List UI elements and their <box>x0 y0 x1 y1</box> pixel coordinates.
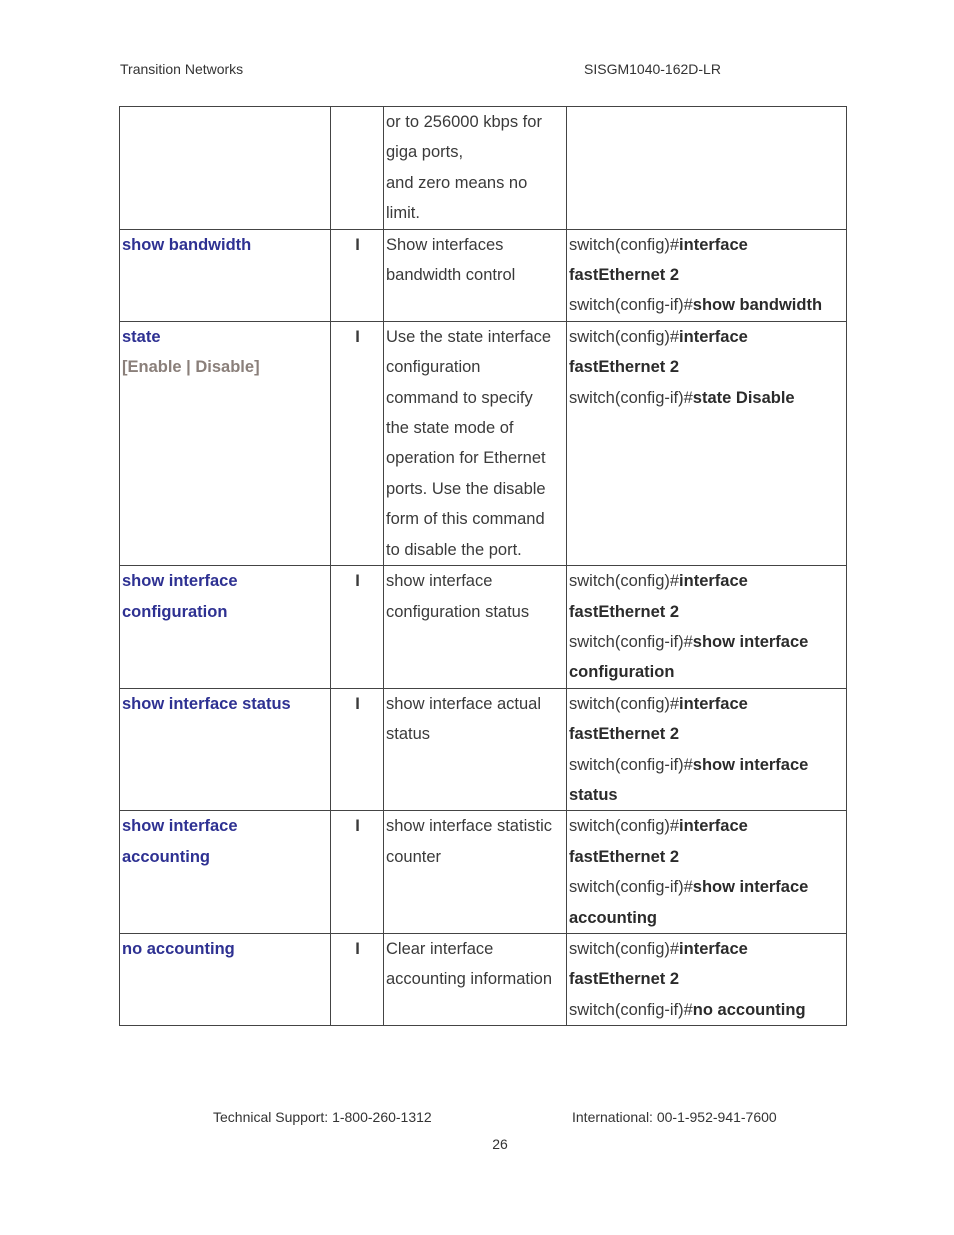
mode-cell: I <box>331 566 384 689</box>
description-line: ports. Use the disable <box>386 479 546 498</box>
example-prompt-text: switch(config-if)# <box>569 878 693 897</box>
example-cell <box>567 107 847 230</box>
command-cell <box>120 811 331 934</box>
description-cell <box>384 321 567 565</box>
description-line: limit. <box>386 204 420 223</box>
example-command-text: fastEthernet 2 <box>569 358 680 377</box>
description-line: Clear interface <box>386 939 494 958</box>
mode-cell: I <box>331 321 384 565</box>
example-line <box>569 964 845 994</box>
description-cell <box>384 566 567 689</box>
description-line: show interface statistic <box>386 817 552 836</box>
example-command-text: show bandwidth <box>692 296 823 315</box>
description-line: operation for Ethernet <box>386 449 546 468</box>
example-cell <box>567 566 847 689</box>
example-line <box>569 780 845 810</box>
header-company: Transition Networks <box>120 61 244 77</box>
description-line: Show interfaces <box>386 235 504 254</box>
description-line: or to 256000 kbps for <box>386 113 542 131</box>
example-line <box>569 383 845 413</box>
command-name: show bandwidth <box>122 235 252 254</box>
example-line <box>569 934 845 964</box>
example-cell <box>567 321 847 565</box>
example-command-text: fastEthernet 2 <box>569 602 680 621</box>
example-command-text: configuration <box>569 663 675 682</box>
table-row <box>120 566 847 689</box>
description-line: bandwidth control <box>386 266 516 285</box>
example-command-text: interface <box>679 694 748 713</box>
description-line: the state mode of <box>386 419 514 438</box>
example-command-text: show interface <box>692 632 809 651</box>
command-cell <box>120 229 331 321</box>
example-line <box>569 230 845 260</box>
description-line: accounting information <box>386 970 553 989</box>
example-prompt-text: switch(config)# <box>569 572 680 591</box>
example-command-text: fastEthernet 2 <box>569 725 680 744</box>
example-line <box>569 750 845 780</box>
command-name: show interface status <box>122 694 291 713</box>
example-prompt-text: switch(config-if)# <box>569 632 693 651</box>
example-line <box>569 566 845 596</box>
command-cell <box>120 933 331 1025</box>
table-row <box>120 107 847 230</box>
example-line <box>569 872 845 902</box>
command-name: accounting <box>122 847 211 866</box>
example-command-text: status <box>569 785 618 804</box>
example-line <box>569 811 845 841</box>
example-command-text: fastEthernet 2 <box>569 847 680 866</box>
description-line: show interface <box>386 572 493 591</box>
example-line <box>569 322 845 352</box>
description-line: status <box>386 725 431 744</box>
example-cell <box>567 811 847 934</box>
description-cell <box>384 811 567 934</box>
example-command-text: fastEthernet 2 <box>569 266 680 285</box>
table-row <box>120 811 847 934</box>
description-line: giga ports, <box>386 143 464 162</box>
description-line: form of this command <box>386 510 545 529</box>
command-name: state <box>122 327 161 346</box>
mode-cell <box>331 107 384 230</box>
description-line: configuration <box>386 358 481 377</box>
example-prompt-text: switch(config-if)# <box>569 755 693 774</box>
table-row <box>120 229 847 321</box>
mode-cell: I <box>331 933 384 1025</box>
example-line <box>569 903 845 933</box>
footer-international: International: 00-1-952-941-7600 <box>572 1109 777 1125</box>
example-cell <box>567 688 847 811</box>
example-command-text: interface <box>679 939 748 958</box>
example-line <box>569 597 845 627</box>
example-prompt-text: switch(config-if)# <box>569 388 693 407</box>
command-cell <box>120 107 331 230</box>
description-line: show interface actual <box>386 694 542 713</box>
example-command-text: accounting <box>569 908 658 927</box>
table-row <box>120 321 847 565</box>
example-prompt-text: switch(config)# <box>569 235 680 254</box>
example-cell <box>567 933 847 1025</box>
command-name: show interface <box>122 817 238 836</box>
example-command-text: interface <box>679 235 748 254</box>
example-prompt-text: switch(config)# <box>569 939 680 958</box>
mode-cell: I <box>331 688 384 811</box>
example-line <box>569 352 845 382</box>
description-line: counter <box>386 847 442 866</box>
description-line: configuration status <box>386 602 530 621</box>
command-cell <box>120 321 331 565</box>
mode-cell: I <box>331 811 384 934</box>
example-prompt-text: switch(config)# <box>569 694 680 713</box>
command-name: show interface <box>122 572 238 591</box>
mode-cell: I <box>331 229 384 321</box>
description-cell <box>384 107 567 230</box>
header-model: SISGM1040-162D-LR <box>584 61 721 77</box>
example-line <box>569 842 845 872</box>
example-command-text: no accounting <box>692 1000 806 1019</box>
example-command-text: show interface <box>692 878 809 897</box>
description-line: command to specify <box>386 388 533 407</box>
example-command-text: interface <box>679 327 748 346</box>
table-row <box>120 933 847 1025</box>
example-line <box>569 627 845 657</box>
example-line <box>569 657 845 687</box>
example-prompt-text: switch(config)# <box>569 327 680 346</box>
example-command-text: interface <box>679 572 748 591</box>
description-line: Use the state interface <box>386 327 552 346</box>
example-prompt-text: switch(config-if)# <box>569 1000 693 1019</box>
example-command-text: state Disable <box>692 388 795 407</box>
description-cell <box>384 933 567 1025</box>
example-line <box>569 290 845 320</box>
example-line <box>569 719 845 749</box>
description-cell <box>384 688 567 811</box>
table-row <box>120 688 847 811</box>
description-line: and zero means no <box>386 173 528 192</box>
example-line <box>569 689 845 719</box>
example-prompt-text: switch(config)# <box>569 817 680 836</box>
command-table <box>119 106 847 1026</box>
example-line <box>569 260 845 290</box>
command-cell <box>120 566 331 689</box>
command-table-body <box>120 107 847 1026</box>
command-cell <box>120 688 331 811</box>
example-command-text: fastEthernet 2 <box>569 970 680 989</box>
description-cell <box>384 229 567 321</box>
description-line: to disable the port. <box>386 540 522 559</box>
command-parameter: [Enable | Disable] <box>122 358 260 377</box>
example-command-text: interface <box>679 817 748 836</box>
example-prompt-text: switch(config-if)# <box>569 296 693 315</box>
example-command-text: show interface <box>692 755 809 774</box>
page-number: 26 <box>492 1136 508 1152</box>
command-name: configuration <box>122 602 228 621</box>
footer-support: Technical Support: 1-800-260-1312 <box>213 1109 432 1125</box>
example-cell <box>567 229 847 321</box>
example-line <box>569 995 845 1025</box>
command-name: no accounting <box>122 939 235 958</box>
